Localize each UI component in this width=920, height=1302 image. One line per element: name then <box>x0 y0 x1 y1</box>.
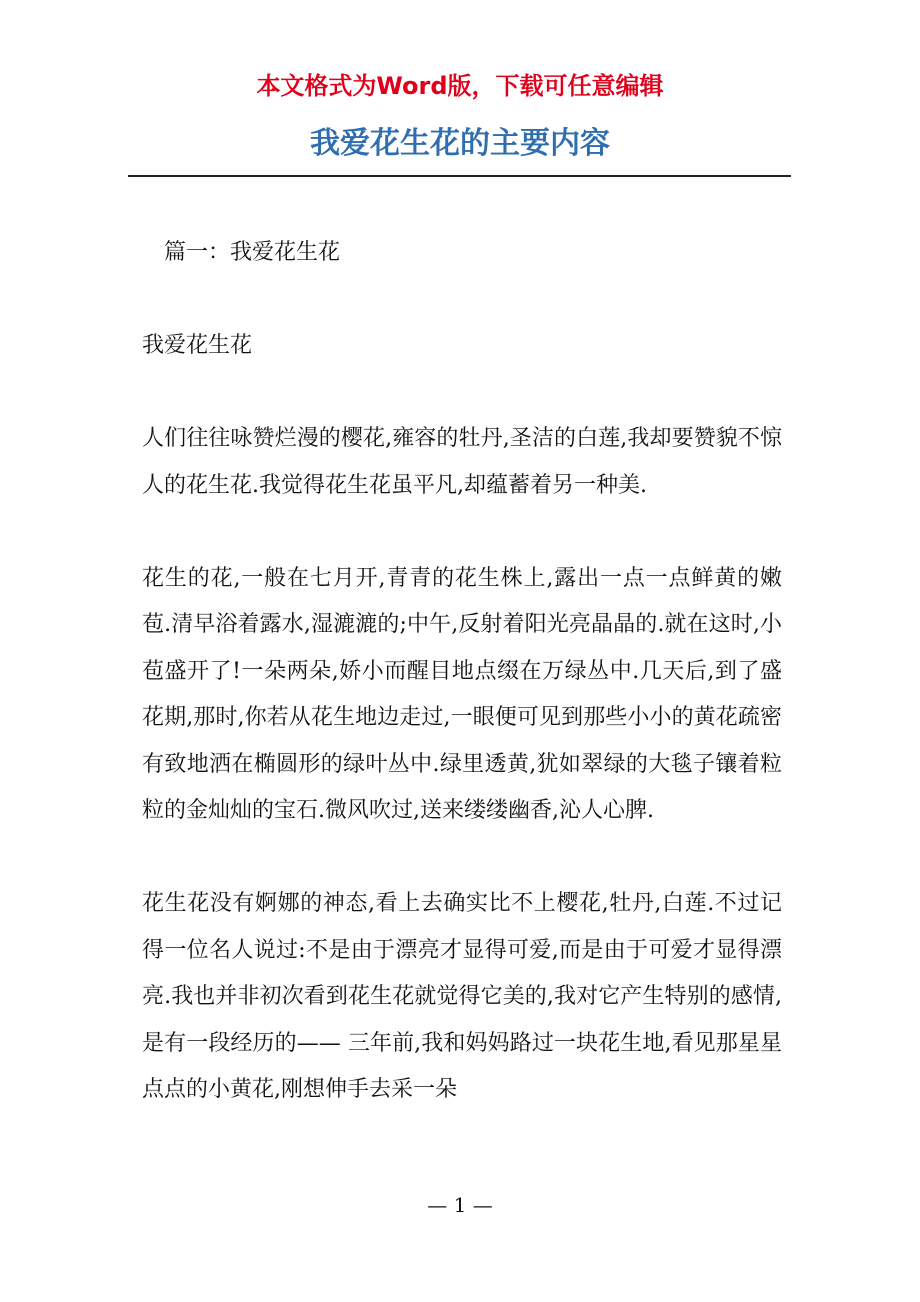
article-title: 我爱花生花 <box>142 333 253 358</box>
format-notice-banner: 本文格式为Word版，下载可任意编辑 <box>256 72 664 100</box>
paragraph-1: 人们往往咏赞烂漫的樱花,雍容的牡丹,圣洁的白莲,我却要赞貌不惊人的花生花.我觉得花生花虽平凡,却蕴蓄着另一种美. <box>142 426 782 498</box>
document-body <box>142 230 782 1160</box>
title-divider <box>128 175 791 177</box>
section-heading: 篇一：我爱花生花 <box>164 240 341 265</box>
paragraph-2: 花生的花,一般在七月开,青青的花生株上,露出一点一点鲜黄的嫩苞.清早浴着露水,湿漉漉的;中午,反射着阳光亮晶晶的.就在这时,小苞盛开了!一朵两朵,娇小而醒目地点缀在万绿丛中.几天后,到了盛花期,那时,你若从花生地边走过,一眼便可见到那些小小的黄花疏密有致地洒在椭圆形的绿叶丛中.绿里透黄,犹如翠绿的大毯子镶着粒粒的金灿灿的宝石.微风吹过,送来缕缕幽香,沁人心脾. <box>142 565 782 823</box>
document-title: 我爱花生花的主要内容 <box>310 126 610 161</box>
page-number: — 1 — <box>427 1193 493 1217</box>
paragraph-3: 花生花没有婀娜的神态,看上去确实比不上樱花,牡丹,白莲.不过记得一位名人说过:不是由于漂亮才显得可爱,而是由于可爱才显得漂亮.我也并非初次看到花生花就觉得它美的,我对它产生特别的感情,是有一段经历的—— 三年前,我和妈妈路过一块花生地,看见那星星点点的小黄花,刚想伸手去采一朵 <box>142 891 782 1102</box>
